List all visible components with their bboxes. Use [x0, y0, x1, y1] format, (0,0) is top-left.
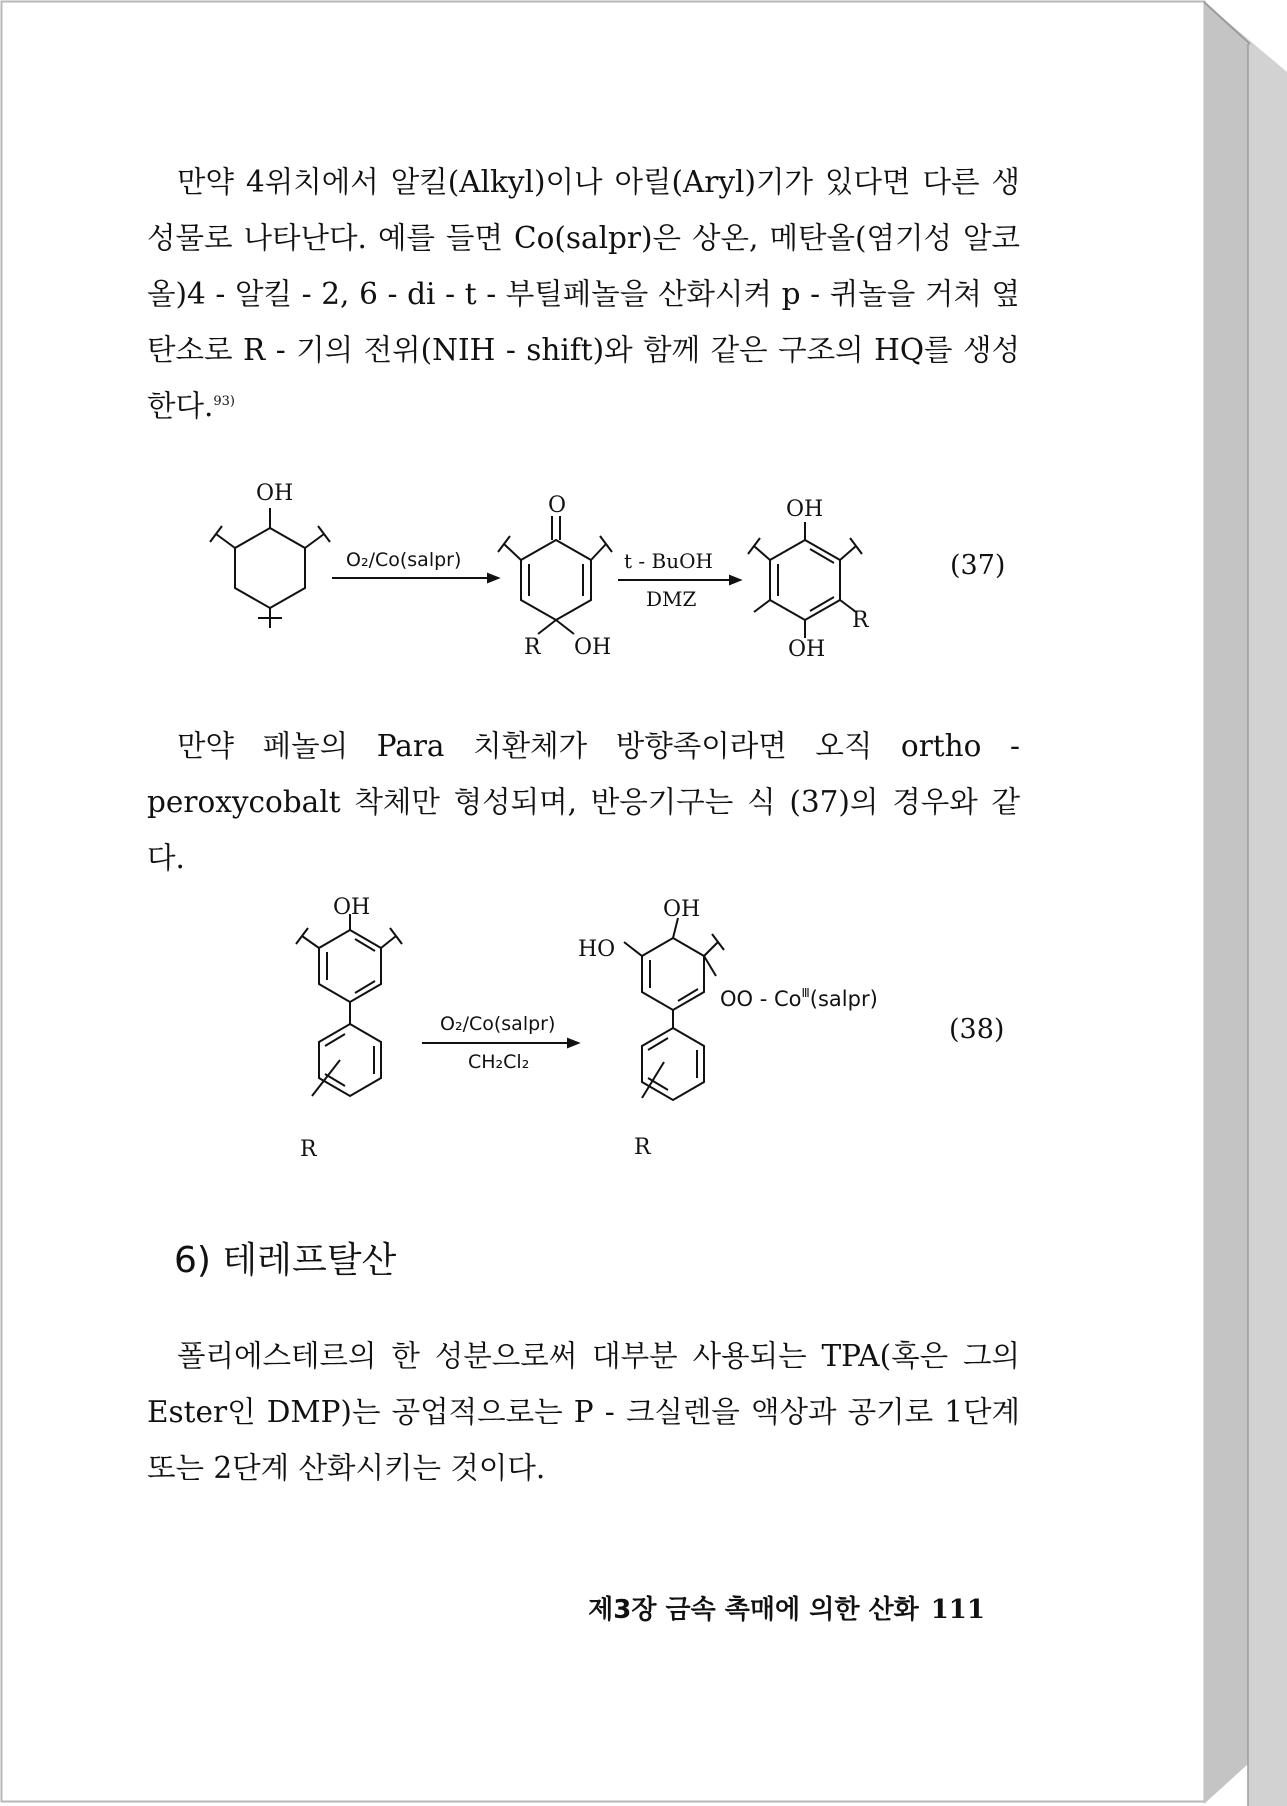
scheme37-tbu-left-3 — [754, 546, 770, 560]
scheme38-ring-2 — [642, 938, 704, 1010]
reaction-scheme-37 — [0, 470, 1287, 670]
scheme37-tbu-right-3 — [840, 546, 856, 560]
scheme38-tbu-right-2 — [704, 942, 718, 956]
page-footer — [588, 1589, 985, 1626]
scheme37-arrow-2-head — [730, 576, 740, 584]
scheme38-ring-2-dbl-b — [678, 989, 698, 1001]
scheme38-oo-bond-2 — [704, 956, 716, 976]
scheme38-ring-1-dbl-b — [355, 939, 375, 951]
scheme37-tbu-right-2 — [591, 544, 606, 560]
scheme37-oh-top-1: OH — [256, 481, 294, 506]
scheme37-tbu-left-2 — [504, 544, 521, 560]
section-heading: 6) 테레프탈산 — [174, 1240, 397, 1281]
scheme38-r-bond-1 — [312, 1060, 340, 1096]
paragraph-2-text: 만약 페놀의 Para 치환체가 방향족이라면 오직 ortho - peroxycobalt 착체만 형성되며, 반응기구는 식 (37)의 경우와 같다. — [147, 729, 1020, 875]
scheme38-tbu-right-1b — [390, 928, 402, 944]
scheme38-eq-number: (38) — [949, 1014, 1005, 1045]
scheme38-ho-label: HO — [578, 937, 616, 962]
scheme37-o-top-2: O — [548, 493, 567, 518]
scheme37-tbu-lower-3 — [754, 600, 770, 612]
scheme38-ho-bond-2 — [624, 942, 642, 956]
reaction-scheme-38 — [0, 890, 1287, 1180]
scheme37-ring-3 — [770, 540, 840, 620]
scheme37-reagent-3: DMZ — [646, 587, 697, 611]
scheme37-tbu-left-3b — [748, 538, 760, 554]
scheme38-reagent-2: CH₂Cl₂ — [468, 1051, 530, 1073]
scheme38-co-superscript: Ⅲ — [801, 986, 810, 1000]
paragraph-2 — [147, 718, 1020, 886]
scheme37-oh-bottom-2: OH — [574, 635, 612, 660]
scheme37-r-label-2: R — [524, 635, 541, 660]
page-number: 111 — [930, 1595, 985, 1625]
scheme38-ring-1-phenyl — [319, 1024, 381, 1096]
scheme38-reagent-1: O₂/Co(salpr) — [440, 1013, 556, 1035]
scheme38-arrow-head — [568, 1039, 578, 1047]
scheme37-oh-top-3: OH — [786, 497, 824, 522]
scheme38-oh-top-1: OH — [333, 895, 371, 920]
scheme38-r-label-2: R — [634, 1135, 651, 1160]
scheme37-reagent-1: O₂/Co(salpr) — [346, 549, 462, 571]
scheme38-tbu-right-1 — [381, 936, 396, 948]
scheme37-arrow-1-head — [488, 574, 498, 582]
paragraph-3-text: 폴리에스테르의 한 성분으로써 대부분 사용되는 TPA(혹은 그의 Ester인 DMP)는 공업적으로는 P - 크실렌을 액상과 공기로 1단계 또는 2단계 산화시키는 것이다. — [147, 1339, 1020, 1485]
scheme38-oh-top-2: OH — [663, 897, 701, 922]
scheme37-reagent-2: t - BuOH — [624, 549, 713, 573]
scheme37-tbu-right-1b — [318, 526, 330, 542]
scheme37-tbu-left-2b — [498, 536, 510, 552]
scheme37-oh-bottom-3: OH — [788, 637, 826, 662]
scheme38-oo-co-label — [720, 986, 878, 1011]
scheme37-r-label-3: R — [852, 608, 869, 633]
scheme37-tbu-right-1 — [305, 534, 324, 548]
footer-chapter: 제3장 금속 촉매에 의한 산화 — [588, 1595, 919, 1625]
paragraph-1 — [147, 154, 1020, 434]
footnote-ref: 93) — [213, 394, 235, 410]
scheme38-ring-2-phenyl — [642, 1028, 704, 1100]
paragraph-3 — [147, 1328, 1020, 1496]
scheme37-tbu-right-3b — [850, 538, 862, 554]
scheme37-ring-1 — [235, 528, 305, 608]
scheme37-ring-3-dbl-b — [810, 549, 834, 563]
scheme37-eq-number: (37) — [950, 550, 1006, 581]
scheme38-ring-1-dbl-c — [355, 981, 375, 993]
scheme37-ring-2 — [521, 540, 591, 620]
scheme38-oo-co-text: OO - Co — [720, 987, 802, 1011]
scheme38-salpr-label: (salpr) — [809, 987, 878, 1011]
scheme38-r-label-1: R — [300, 1137, 317, 1162]
scheme38-tbu-left-1 — [302, 936, 319, 948]
scheme37-ring-3-dbl-c — [810, 597, 834, 611]
scheme38-tbu-left-1b — [296, 928, 308, 944]
scheme37-oh-bond-2 — [556, 620, 574, 634]
scheme37-r-bond-2 — [538, 620, 556, 634]
scheme38-ring-1 — [319, 930, 381, 1002]
paragraph-1-text: 만약 4위치에서 알킬(Alkyl)이나 아릴(Aryl)기가 있다면 다른 생성물로 나타난다. 예를 들면 Co(salpr)은 상온, 메탄올(염기성 알코올)4 - 알킬 - 2, 6 - di - t - 부틸페놀을 산화시켜 p - 퀴놀을 거쳐 옆 탄소로 R - 기의 전위(NIH - shift)와 함께 같은 구조의 HQ를 생성한다. — [147, 165, 1020, 423]
scheme37-tbu-left-1 — [216, 534, 235, 548]
scheme37-tbu-left-1b — [210, 526, 222, 542]
